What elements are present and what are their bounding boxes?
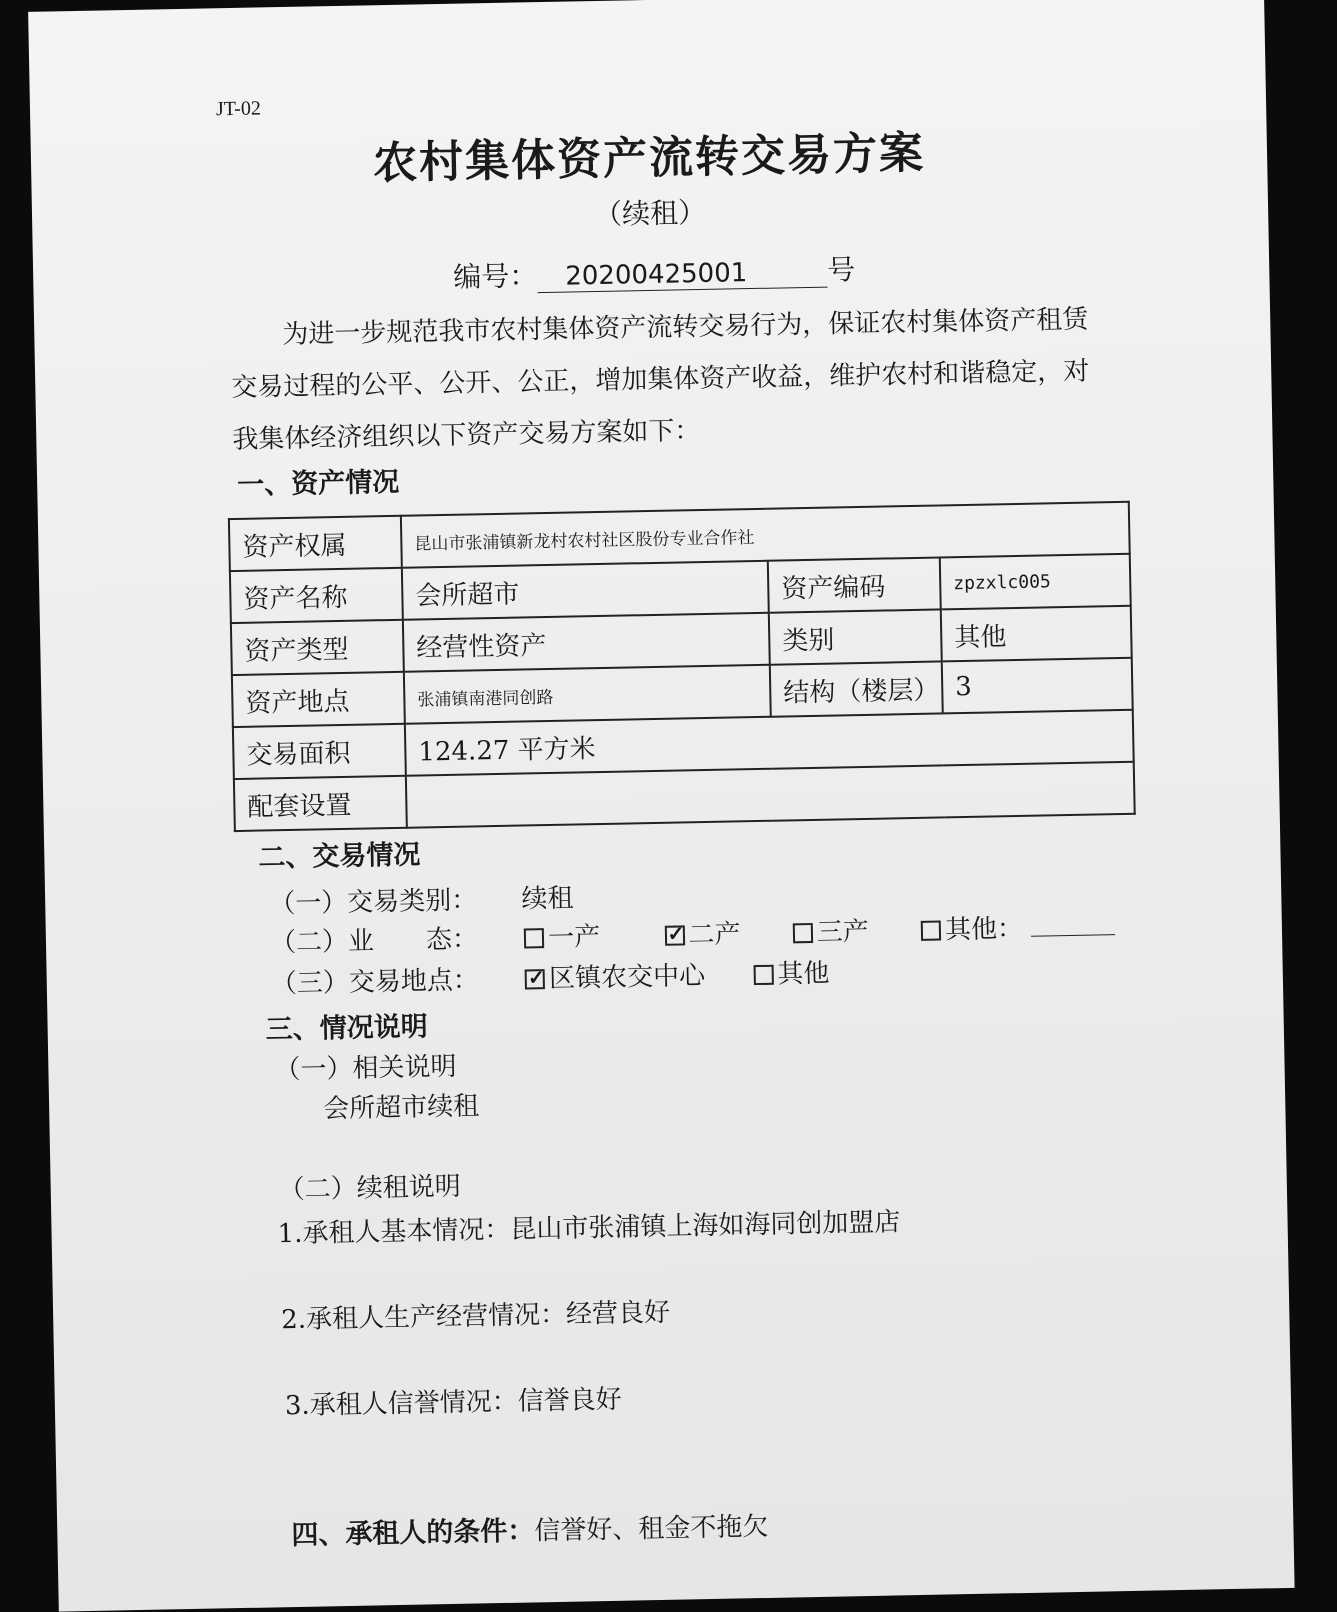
industry-option: 一产 xyxy=(524,922,601,953)
category-label: 类别 xyxy=(769,609,942,664)
place-label: （三）交易地点： xyxy=(270,965,480,1000)
section3-heading: 三、情况说明 xyxy=(265,1011,428,1046)
intro-paragraph xyxy=(230,293,1113,466)
ownership-value: 昆山市张浦镇新龙村农村社区股份专业合作社 xyxy=(401,502,1130,568)
number-value: 20200425001 xyxy=(537,257,828,294)
sub2-label: （二）续租说明 xyxy=(278,1171,462,1206)
area-label: 交易面积 xyxy=(233,724,406,779)
checkbox-checked-icon xyxy=(664,925,684,945)
checkbox-checked-icon xyxy=(525,969,545,989)
type-label: 资产类型 xyxy=(231,620,404,675)
lessee-credit: 3.承租人信誉情况：信誉良好 xyxy=(284,1384,622,1422)
section2-heading: 二、交易情况 xyxy=(258,839,421,874)
number-suffix: 号 xyxy=(826,253,856,287)
asset-table xyxy=(228,501,1136,832)
document-number xyxy=(453,248,856,296)
section1-heading: 一、资产情况 xyxy=(236,466,400,501)
facilities-label: 配套设置 xyxy=(234,776,407,831)
intro-text: 为进一步规范我市农村集体资产流转交易行为，保证农村集体资产租赁交易过程的公平、公开、公正，增加集体资产收益，维护农村和谐稳定，对我集体经济组织以下资产交易方案如下： xyxy=(231,304,1090,456)
code-value: zpzxlc005 xyxy=(940,554,1131,610)
industry-option: ✓ 二产 xyxy=(664,919,741,950)
sub1-label: （一）相关说明 xyxy=(274,1051,457,1086)
name-value: 会所超市 xyxy=(402,561,769,620)
section4-heading: 四、承租人的条件： xyxy=(291,1515,535,1552)
place-option: ✓ 区镇农交中心 xyxy=(525,961,706,994)
trade-type-label: （一）交易类别： xyxy=(269,885,478,920)
industry-option: 其他： xyxy=(921,912,1116,946)
name-label: 资产名称 xyxy=(230,568,403,623)
checkbox-icon xyxy=(793,923,813,943)
document-subtitle: （续租） xyxy=(593,195,707,232)
location-value: 张浦镇南港同创路 xyxy=(404,665,771,724)
structure-label: 结构（楼层） xyxy=(770,661,943,716)
industry-option: 三产 xyxy=(793,917,870,948)
checkbox-icon xyxy=(524,928,544,948)
code-label: 资产编码 xyxy=(768,557,941,612)
form-code: JT-02 xyxy=(215,97,262,121)
section4-text: 信誉好、租金不拖欠 xyxy=(534,1511,769,1547)
type-value: 经营性资产 xyxy=(403,613,770,672)
checkbox-icon xyxy=(753,965,773,985)
sub1-text: 会所超市续租 xyxy=(322,1091,480,1125)
industry-label: （二）业 态： xyxy=(269,924,479,959)
area-value: 124.27 平方米 xyxy=(405,710,1134,776)
lessee-operation: 2.承租人生产经营情况：经营良好 xyxy=(280,1297,671,1336)
document-page xyxy=(28,0,1294,1612)
place-option: 其他 xyxy=(753,959,830,990)
section4-row xyxy=(291,1504,769,1552)
location-label: 资产地点 xyxy=(232,672,405,727)
place-row xyxy=(270,953,829,1001)
lessee-info: 1.承租人基本情况：昆山市张浦镇上海如海同创加盟店 xyxy=(277,1207,901,1250)
number-label: 编号： xyxy=(452,259,538,294)
document-title: 农村集体资产流转交易方案 xyxy=(372,127,926,190)
category-value: 其他 xyxy=(941,606,1132,662)
blank-line xyxy=(1031,934,1115,937)
ownership-label: 资产权属 xyxy=(229,516,402,571)
trade-type-row xyxy=(269,878,574,921)
structure-value: 3 xyxy=(942,658,1133,714)
checkbox-icon xyxy=(921,921,941,941)
trade-type-value: 续租 xyxy=(521,883,574,915)
